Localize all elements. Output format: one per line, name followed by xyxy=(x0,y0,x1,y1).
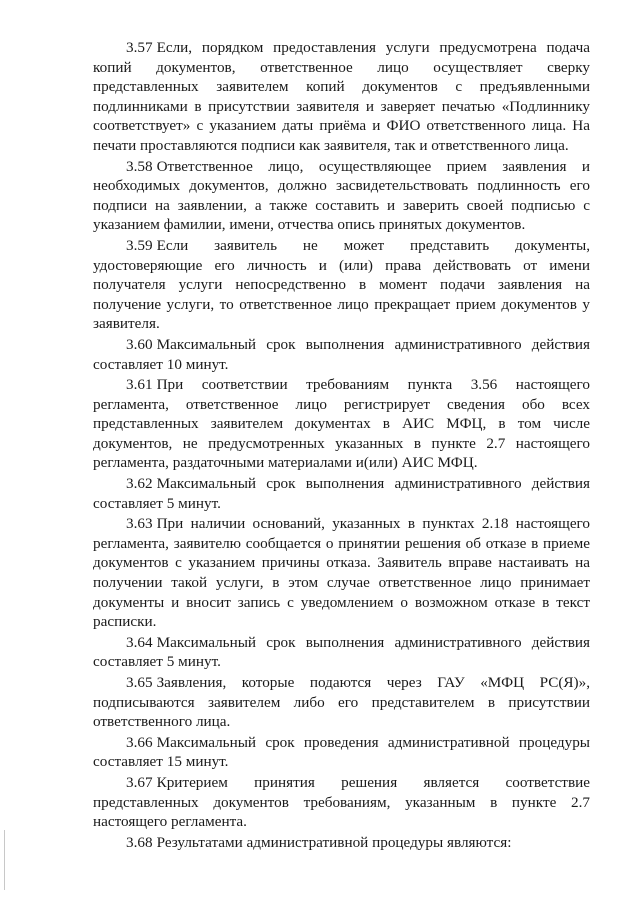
paragraph-text: Максимальный срок выполнения административного действия составляет 5 минут. xyxy=(93,475,590,512)
paragraph-3-61 xyxy=(93,375,590,473)
paragraph-text: Если заявитель не может представить документы, удостоверяющие его личность и (или) права действовать от имени получателя услуги непосредственно в момент подачи заявления на получение услуги, то ответственное лицо прекращает прием документов у заявителя. xyxy=(93,236,590,333)
paragraph-number: 3.65 xyxy=(126,674,153,691)
paragraph-text: Максимальный срок выполнения административного действия составляет 10 минут. xyxy=(93,335,590,373)
paragraph-text: Результатами административной процедуры являются: xyxy=(156,833,512,851)
paragraph-3-68 xyxy=(93,833,590,853)
paragraph-3-62 xyxy=(93,474,590,513)
paragraph-3-60 xyxy=(93,335,590,374)
paragraph-number: 3.60 xyxy=(126,335,153,353)
paragraph-number: 3.64 xyxy=(126,633,153,651)
paragraph-3-65 xyxy=(93,673,590,732)
paragraph-number: 3.58 xyxy=(126,157,153,175)
paragraph-text: Максимальный срок проведения административной процедуры составляет 15 минут. xyxy=(93,733,590,771)
paragraph-number: 3.62 xyxy=(126,475,153,493)
paragraph-number: 3.66 xyxy=(126,733,153,751)
scan-edge-mark xyxy=(4,830,5,890)
paragraph-3-58 xyxy=(93,157,590,235)
paragraph-text: При соответствии требованиям пункта 3.56 настоящего регламента, ответственное лицо регистрирует сведения обо всех представленных заявителем документах в АИС МФЦ, в том числе документов, не предусмотренных указанных в пункте 2.7 настоящего регламента, раздаточными материалами и(или) АИС МФЦ. xyxy=(93,376,590,472)
paragraph-text: Заявления, которые подаются через ГАУ «МФЦ РС(Я)», подписываются заявителем либо его представителем в присутствии ответственного лица. xyxy=(93,674,590,731)
paragraph-3-66 xyxy=(93,733,590,772)
paragraph-number: 3.67 xyxy=(126,773,153,791)
paragraph-3-67 xyxy=(93,773,590,832)
paragraph-number: 3.61 xyxy=(126,376,153,394)
paragraph-number: 3.68 xyxy=(126,833,153,851)
paragraph-text: Максимальный срок выполнения административного действия составляет 5 минут. xyxy=(93,633,590,671)
paragraph-text: Ответственное лицо, осуществляющее прием заявления и необходимых документов, должно засвидетельствовать подлинность его подписи на заявлении, а также составить и заверить своей подписью с указанием фамилии, имени, отчества опись принятых документов. xyxy=(93,157,590,234)
paragraph-number: 3.57 xyxy=(126,39,153,56)
paragraph-text: При наличии оснований, указанных в пунктах 2.18 настоящего регламента, заявителю сообщается о принятии решения об отказе в приеме документов с указанием причины отказа. Заявитель вправе настаивать на получении такой услуги, в этом случае ответственное лицо принимает документы и вносит запись с уведомлением о возможном отказе в текст расписки. xyxy=(93,515,590,631)
paragraph-3-59 xyxy=(93,236,590,334)
paragraph-3-64 xyxy=(93,633,590,672)
paragraph-number: 3.63 xyxy=(126,515,153,533)
paragraph-3-57 xyxy=(93,38,590,156)
paragraph-3-63 xyxy=(93,514,590,632)
paragraph-text: Критерием принятия решения является соответствие представленных документов требованиям, указанным в пункте 2.7 настоящего регламента. xyxy=(93,773,590,831)
paragraph-number: 3.59 xyxy=(126,236,153,254)
paragraph-text: Если, порядком предоставления услуги предусмотрена подача копий документов, ответственное лицо осуществляет сверку представленных заявителем копий документов с предъявленными подлинниками в присутствии заявителя и заверяет печатью «Подлиннику соответствует» с указанием даты приёма и ФИО ответственного лица. На печати проставляются подписи как заявителя, так и ответственного лица. xyxy=(93,39,590,154)
